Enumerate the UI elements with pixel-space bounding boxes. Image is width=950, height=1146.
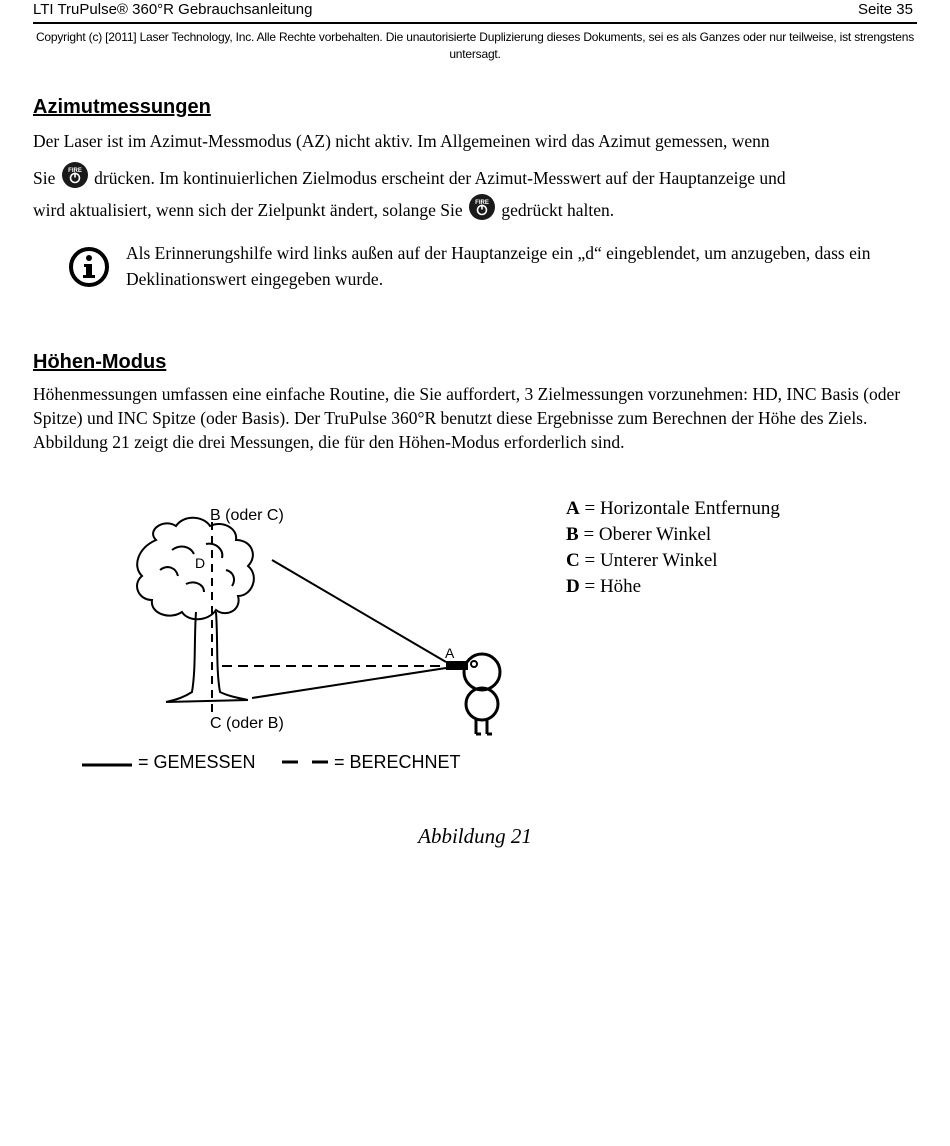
legend-calculated: = BERECHNET bbox=[334, 752, 461, 772]
label-bottom-angle: C (oder B) bbox=[210, 715, 284, 732]
legend-item-d: D = Höhe bbox=[566, 576, 642, 597]
fire-button-icon bbox=[62, 162, 88, 188]
fire-button-icon bbox=[469, 194, 495, 220]
section-heading-height-mode: Höhen-Modus bbox=[33, 351, 167, 373]
diagram-svg bbox=[76, 500, 516, 750]
height-measurement-diagram bbox=[76, 500, 516, 755]
legend-item-b: B = Oberer Winkel bbox=[566, 524, 712, 545]
page-header bbox=[33, 0, 917, 24]
svg-text:FIRE: FIRE bbox=[67, 168, 82, 174]
legend-item-c: C = Unterer Winkel bbox=[566, 550, 718, 571]
legend-item-a: A = Horizontale Entfernung bbox=[566, 498, 780, 519]
document-title: LTI TruPulse® 360°R Gebrauchsanleitung bbox=[33, 1, 313, 18]
diagram-legend bbox=[566, 496, 780, 600]
copyright-notice: Copyright (c) [2011] Laser Technology, Inc. Alle Rechte vorbehalten. Die unautorisierte Duplizierung dieses Dokuments, sei es als Ganzes oder nur teilweise, ist strengstens untersagt. bbox=[35, 30, 915, 61]
azimuth-paragraph-line1: Der Laser ist im Azimut-Messmodus (AZ) nicht aktiv. Im Allgemeinen wird das Azimut gemessen, wenn bbox=[33, 131, 770, 151]
label-top-angle: B (oder C) bbox=[210, 507, 284, 524]
label-height: D bbox=[195, 555, 206, 571]
figure-caption: Abbildung 21 bbox=[418, 824, 532, 848]
azimuth-paragraph-line2: Sie FIRE drücken. Im kontinuierlichen Zielmodus erscheint der Azimut-Messwert auf der Hauptanzeige und bbox=[33, 162, 917, 191]
rangefinder-icon bbox=[446, 661, 468, 670]
tree-icon bbox=[137, 518, 254, 702]
section-heading-azimuth: Azimutmessungen bbox=[33, 96, 211, 118]
label-horizontal-distance: A bbox=[445, 645, 455, 661]
note-text: Als Erinnerungshilfe wird links außen auf der Hauptanzeige ein „d“ eingeblendet, um anzugeben, dass ein Deklinationswert eingegeben wurde. bbox=[126, 243, 871, 289]
legend-measured: = GEMESSEN bbox=[138, 752, 256, 772]
azimuth-paragraph-line3: wird aktualisiert, wenn sich der Zielpunkt ändert, solange Sie FIRE gedrückt halten. bbox=[33, 194, 917, 223]
height-mode-paragraph: Höhenmessungen umfassen eine einfache Routine, die Sie auffordert, 3 Zielmessungen vorzunehmen: HD, INC Basis (oder Spitze) und INC Spitze (oder Basis). Der TruPulse 360°R benutzt diese Ergebnisse zum Berechnen der Höhe des Ziels. Abbildung 21 zeigt die drei Messungen, die für den Höhen-Modus erforderlich sind. bbox=[33, 384, 901, 452]
page-number: Seite 35 bbox=[857, 1, 913, 18]
info-icon bbox=[68, 246, 110, 293]
person-icon bbox=[464, 654, 500, 734]
svg-text:FIRE: FIRE bbox=[475, 200, 489, 206]
